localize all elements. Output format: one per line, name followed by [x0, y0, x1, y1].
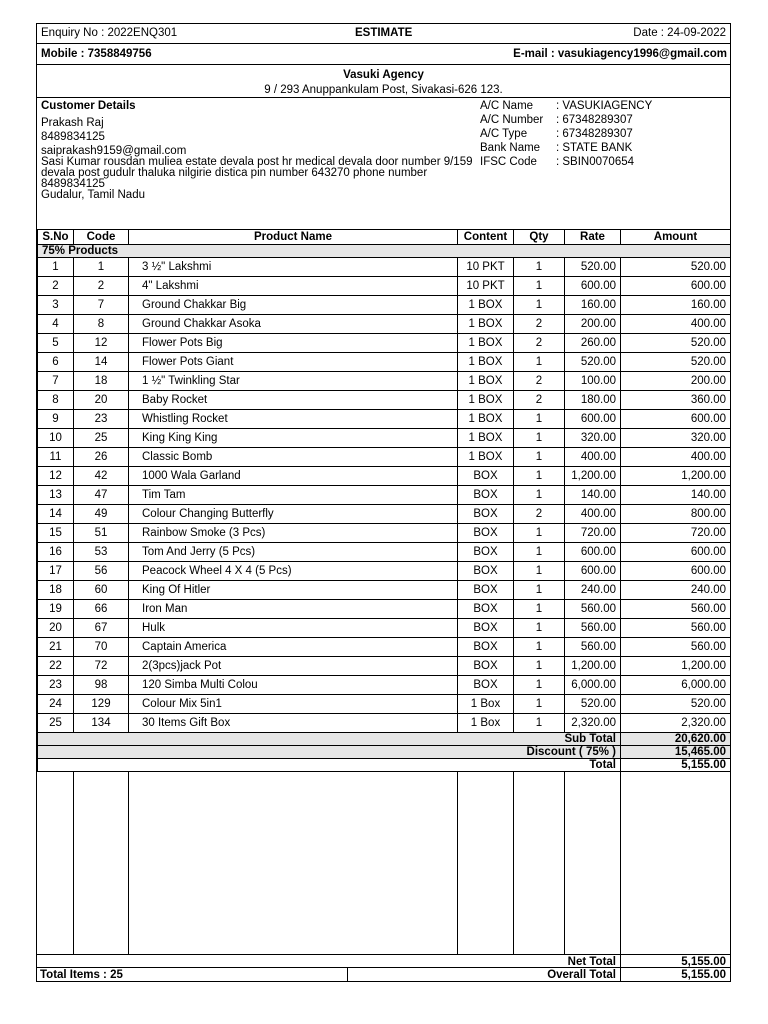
item-sno: 3 [38, 296, 74, 315]
item-product-name: Ground Chakkar Asoka [129, 315, 458, 334]
item-amount: 240.00 [621, 581, 731, 600]
table-row [38, 600, 731, 619]
item-rate: 6,000.00 [565, 676, 621, 695]
table-row [38, 429, 731, 448]
item-rate: 1,200.00 [565, 467, 621, 486]
item-product-name: Flower Pots Giant [129, 353, 458, 372]
item-qty: 2 [514, 391, 565, 410]
column-divider [347, 968, 348, 982]
item-product-name: Captain America [129, 638, 458, 657]
subtotal-label: Sub Total [38, 733, 621, 746]
bank-value: : STATE BANK [556, 142, 633, 154]
customer-block [37, 98, 730, 229]
item-qty: 1 [514, 486, 565, 505]
item-content: 1 Box [458, 714, 514, 733]
item-amount: 560.00 [621, 619, 731, 638]
item-rate: 2,320.00 [565, 714, 621, 733]
column-divider [513, 772, 514, 954]
item-qty: 1 [514, 581, 565, 600]
item-content: 1 BOX [458, 334, 514, 353]
table-row [38, 505, 731, 524]
table-header-row [38, 230, 731, 245]
customer-heading: Customer Details [41, 100, 136, 112]
column-header: Rate [565, 230, 621, 245]
item-rate: 400.00 [565, 505, 621, 524]
item-sno: 15 [38, 524, 74, 543]
item-product-name: Iron Man [129, 600, 458, 619]
item-product-name: Ground Chakkar Big [129, 296, 458, 315]
item-rate: 240.00 [565, 581, 621, 600]
customer-address-line2: devala post gudulr thaluka nilgirie distica pin number 643270 phone number [41, 167, 428, 179]
section-row [38, 245, 731, 258]
item-code: 7 [74, 296, 129, 315]
table-row [38, 258, 731, 277]
item-rate: 320.00 [565, 429, 621, 448]
item-amount: 560.00 [621, 638, 731, 657]
overall-total-row [37, 968, 730, 982]
company-name: Vasuki Agency [343, 69, 424, 81]
discount-label: Discount ( 75% ) [38, 746, 621, 759]
bank-value: : 67348289307 [556, 114, 633, 126]
item-qty: 2 [514, 334, 565, 353]
item-rate: 560.00 [565, 600, 621, 619]
item-product-name: 1 ½" Twinkling Star [129, 372, 458, 391]
item-sno: 21 [38, 638, 74, 657]
section-label: 75% Products [38, 245, 731, 258]
item-sno: 20 [38, 619, 74, 638]
item-rate: 140.00 [565, 486, 621, 505]
column-header: Code [74, 230, 129, 245]
item-qty: 1 [514, 676, 565, 695]
item-product-name: 1000 Wala Garland [129, 467, 458, 486]
item-amount: 400.00 [621, 448, 731, 467]
item-product-name: 30 Items Gift Box [129, 714, 458, 733]
subtotal-row [38, 733, 731, 746]
estimate-document [36, 23, 731, 982]
column-header: Product Name [129, 230, 458, 245]
net-total-label: Net Total [567, 956, 616, 968]
item-qty: 1 [514, 467, 565, 486]
blank-item-area [37, 772, 730, 954]
item-code: 51 [74, 524, 129, 543]
item-qty: 2 [514, 315, 565, 334]
item-content: 1 BOX [458, 391, 514, 410]
item-rate: 160.00 [565, 296, 621, 315]
table-row [38, 581, 731, 600]
item-amount: 1,200.00 [621, 467, 731, 486]
item-rate: 560.00 [565, 638, 621, 657]
item-code: 42 [74, 467, 129, 486]
total-label: Total [38, 759, 621, 772]
item-code: 20 [74, 391, 129, 410]
item-product-name: Whistling Rocket [129, 410, 458, 429]
item-product-name: King Of Hitler [129, 581, 458, 600]
item-qty: 1 [514, 448, 565, 467]
item-rate: 600.00 [565, 410, 621, 429]
item-product-name: Baby Rocket [129, 391, 458, 410]
item-product-name: 2(3pcs)jack Pot [129, 657, 458, 676]
item-code: 18 [74, 372, 129, 391]
item-rate: 600.00 [565, 277, 621, 296]
item-content: 1 BOX [458, 353, 514, 372]
item-amount: 6,000.00 [621, 676, 731, 695]
item-content: BOX [458, 676, 514, 695]
document-title: ESTIMATE [355, 27, 413, 39]
item-rate: 1,200.00 [565, 657, 621, 676]
item-qty: 1 [514, 543, 565, 562]
table-row [38, 524, 731, 543]
item-qty: 1 [514, 258, 565, 277]
item-sno: 6 [38, 353, 74, 372]
item-code: 98 [74, 676, 129, 695]
table-row [38, 543, 731, 562]
item-product-name: 4" Lakshmi [129, 277, 458, 296]
item-amount: 360.00 [621, 391, 731, 410]
item-code: 70 [74, 638, 129, 657]
estimate-date: Date : 24-09-2022 [633, 27, 726, 39]
column-divider [620, 968, 621, 982]
item-product-name: Hulk [129, 619, 458, 638]
total-row [38, 759, 731, 772]
table-row [38, 467, 731, 486]
table-row [38, 410, 731, 429]
mobile-number: Mobile : 7358849756 [41, 48, 152, 60]
item-content: 1 Box [458, 695, 514, 714]
item-rate: 720.00 [565, 524, 621, 543]
item-product-name: King King King [129, 429, 458, 448]
discount-value: 15,465.00 [621, 746, 731, 759]
item-amount: 800.00 [621, 505, 731, 524]
item-code: 12 [74, 334, 129, 353]
item-sno: 14 [38, 505, 74, 524]
item-rate: 100.00 [565, 372, 621, 391]
item-code: 129 [74, 695, 129, 714]
overall-total-label: Overall Total [547, 969, 616, 981]
item-content: BOX [458, 600, 514, 619]
item-sno: 25 [38, 714, 74, 733]
item-product-name: Colour Changing Butterfly [129, 505, 458, 524]
table-row [38, 391, 731, 410]
item-code: 60 [74, 581, 129, 600]
table-row [38, 372, 731, 391]
column-divider [73, 772, 74, 954]
item-rate: 600.00 [565, 562, 621, 581]
column-divider [128, 772, 129, 954]
item-rate: 600.00 [565, 543, 621, 562]
item-content: BOX [458, 467, 514, 486]
item-qty: 1 [514, 714, 565, 733]
item-sno: 23 [38, 676, 74, 695]
item-amount: 720.00 [621, 524, 731, 543]
item-qty: 1 [514, 429, 565, 448]
item-content: BOX [458, 619, 514, 638]
item-code: 14 [74, 353, 129, 372]
table-row [38, 714, 731, 733]
item-sno: 22 [38, 657, 74, 676]
company-address: 9 / 293 Anuppankulam Post, Sivakasi-626 123. [264, 84, 503, 96]
table-row [38, 315, 731, 334]
bank-label: A/C Type [480, 128, 528, 140]
item-sno: 2 [38, 277, 74, 296]
item-qty: 1 [514, 600, 565, 619]
bank-value: : VASUKIAGENCY [556, 100, 653, 112]
table-row [38, 676, 731, 695]
item-code: 25 [74, 429, 129, 448]
table-row [38, 638, 731, 657]
item-sno: 17 [38, 562, 74, 581]
item-content: BOX [458, 524, 514, 543]
item-amount: 600.00 [621, 410, 731, 429]
item-qty: 1 [514, 277, 565, 296]
discount-row [38, 746, 731, 759]
item-product-name: 3 ½" Lakshmi [129, 258, 458, 277]
item-code: 134 [74, 714, 129, 733]
item-amount: 520.00 [621, 334, 731, 353]
item-qty: 1 [514, 296, 565, 315]
table-row [38, 657, 731, 676]
item-rate: 400.00 [565, 448, 621, 467]
item-product-name: 120 Simba Multi Colou [129, 676, 458, 695]
item-content: 1 BOX [458, 372, 514, 391]
item-rate: 200.00 [565, 315, 621, 334]
bank-label: A/C Name [480, 100, 534, 112]
table-row [38, 619, 731, 638]
item-amount: 160.00 [621, 296, 731, 315]
item-product-name: Colour Mix 5in1 [129, 695, 458, 714]
column-divider [620, 955, 621, 967]
item-code: 1 [74, 258, 129, 277]
item-content: 10 PKT [458, 258, 514, 277]
net-total-value: 5,155.00 [681, 956, 726, 968]
item-qty: 1 [514, 695, 565, 714]
item-code: 66 [74, 600, 129, 619]
table-row [38, 486, 731, 505]
column-divider [457, 772, 458, 954]
customer-name: Prakash Raj [41, 117, 104, 129]
table-row [38, 353, 731, 372]
table-row [38, 277, 731, 296]
customer-email: saiprakash9159@gmail.com [41, 145, 187, 157]
item-sno: 24 [38, 695, 74, 714]
item-code: 2 [74, 277, 129, 296]
item-product-name: Tim Tam [129, 486, 458, 505]
item-amount: 520.00 [621, 353, 731, 372]
column-header: Qty [514, 230, 565, 245]
item-product-name: Rainbow Smoke (3 Pcs) [129, 524, 458, 543]
item-rate: 260.00 [565, 334, 621, 353]
item-rate: 560.00 [565, 619, 621, 638]
item-code: 53 [74, 543, 129, 562]
overall-total-value: 5,155.00 [681, 969, 726, 981]
item-amount: 400.00 [621, 315, 731, 334]
item-amount: 520.00 [621, 695, 731, 714]
item-content: 10 PKT [458, 277, 514, 296]
customer-city: Gudalur, Tamil Nadu [41, 189, 145, 201]
item-product-name: Classic Bomb [129, 448, 458, 467]
item-content: 1 BOX [458, 429, 514, 448]
item-product-name: Peacock Wheel 4 X 4 (5 Pcs) [129, 562, 458, 581]
table-row [38, 562, 731, 581]
item-qty: 2 [514, 505, 565, 524]
item-code: 56 [74, 562, 129, 581]
bank-label: A/C Number [480, 114, 544, 126]
items-table [37, 229, 731, 772]
header-row [37, 24, 730, 44]
column-header: S.No [38, 230, 74, 245]
item-content: 1 BOX [458, 410, 514, 429]
bank-label: Bank Name [480, 142, 541, 154]
item-sno: 18 [38, 581, 74, 600]
item-sno: 8 [38, 391, 74, 410]
item-content: 1 BOX [458, 315, 514, 334]
enquiry-number: Enquiry No : 2022ENQ301 [41, 27, 178, 39]
item-product-name: Tom And Jerry (5 Pcs) [129, 543, 458, 562]
item-amount: 200.00 [621, 372, 731, 391]
item-sno: 10 [38, 429, 74, 448]
item-amount: 140.00 [621, 486, 731, 505]
item-sno: 16 [38, 543, 74, 562]
item-sno: 4 [38, 315, 74, 334]
total-items: Total Items : 25 [40, 969, 123, 981]
bank-value: : SBIN0070654 [556, 156, 635, 168]
item-content: BOX [458, 562, 514, 581]
item-rate: 520.00 [565, 353, 621, 372]
item-content: 1 BOX [458, 296, 514, 315]
item-content: BOX [458, 505, 514, 524]
item-code: 8 [74, 315, 129, 334]
item-code: 67 [74, 619, 129, 638]
item-qty: 1 [514, 657, 565, 676]
item-qty: 1 [514, 353, 565, 372]
item-amount: 1,200.00 [621, 657, 731, 676]
item-content: BOX [458, 543, 514, 562]
column-header: Content [458, 230, 514, 245]
item-code: 47 [74, 486, 129, 505]
item-qty: 1 [514, 638, 565, 657]
subtotal-value: 20,620.00 [621, 733, 731, 746]
item-amount: 600.00 [621, 277, 731, 296]
customer-address-line3: 8489834125 [41, 178, 105, 190]
contact-row [37, 44, 730, 65]
item-sno: 19 [38, 600, 74, 619]
item-content: BOX [458, 486, 514, 505]
item-qty: 1 [514, 562, 565, 581]
column-divider [620, 772, 621, 954]
table-row [38, 695, 731, 714]
item-code: 49 [74, 505, 129, 524]
table-row [38, 334, 731, 353]
item-product-name: Flower Pots Big [129, 334, 458, 353]
item-qty: 2 [514, 372, 565, 391]
item-amount: 600.00 [621, 543, 731, 562]
total-value: 5,155.00 [621, 759, 731, 772]
item-content: 1 BOX [458, 448, 514, 467]
item-amount: 520.00 [621, 258, 731, 277]
table-row [38, 448, 731, 467]
item-rate: 520.00 [565, 695, 621, 714]
net-total-row [37, 954, 730, 968]
item-rate: 520.00 [565, 258, 621, 277]
item-content: BOX [458, 638, 514, 657]
item-sno: 7 [38, 372, 74, 391]
bank-label: IFSC Code [480, 156, 537, 168]
item-qty: 1 [514, 524, 565, 543]
item-rate: 180.00 [565, 391, 621, 410]
item-sno: 11 [38, 448, 74, 467]
item-amount: 2,320.00 [621, 714, 731, 733]
item-code: 23 [74, 410, 129, 429]
customer-phone: 8489834125 [41, 131, 105, 143]
customer-address-line1: Sasi Kumar rousdan muliea estate devala post hr medical devala door number 9/159 [41, 156, 473, 168]
company-email: E-mail : vasukiagency1996@gmail.com [513, 48, 727, 60]
item-sno: 9 [38, 410, 74, 429]
item-amount: 600.00 [621, 562, 731, 581]
item-amount: 560.00 [621, 600, 731, 619]
column-divider [564, 772, 565, 954]
item-content: BOX [458, 657, 514, 676]
item-sno: 5 [38, 334, 74, 353]
item-sno: 1 [38, 258, 74, 277]
table-row [38, 296, 731, 315]
item-code: 72 [74, 657, 129, 676]
item-content: BOX [458, 581, 514, 600]
item-qty: 1 [514, 410, 565, 429]
item-qty: 1 [514, 619, 565, 638]
item-sno: 12 [38, 467, 74, 486]
company-row [37, 65, 730, 98]
item-code: 26 [74, 448, 129, 467]
item-sno: 13 [38, 486, 74, 505]
column-header: Amount [621, 230, 731, 245]
item-amount: 320.00 [621, 429, 731, 448]
bank-value: : 67348289307 [556, 128, 633, 140]
